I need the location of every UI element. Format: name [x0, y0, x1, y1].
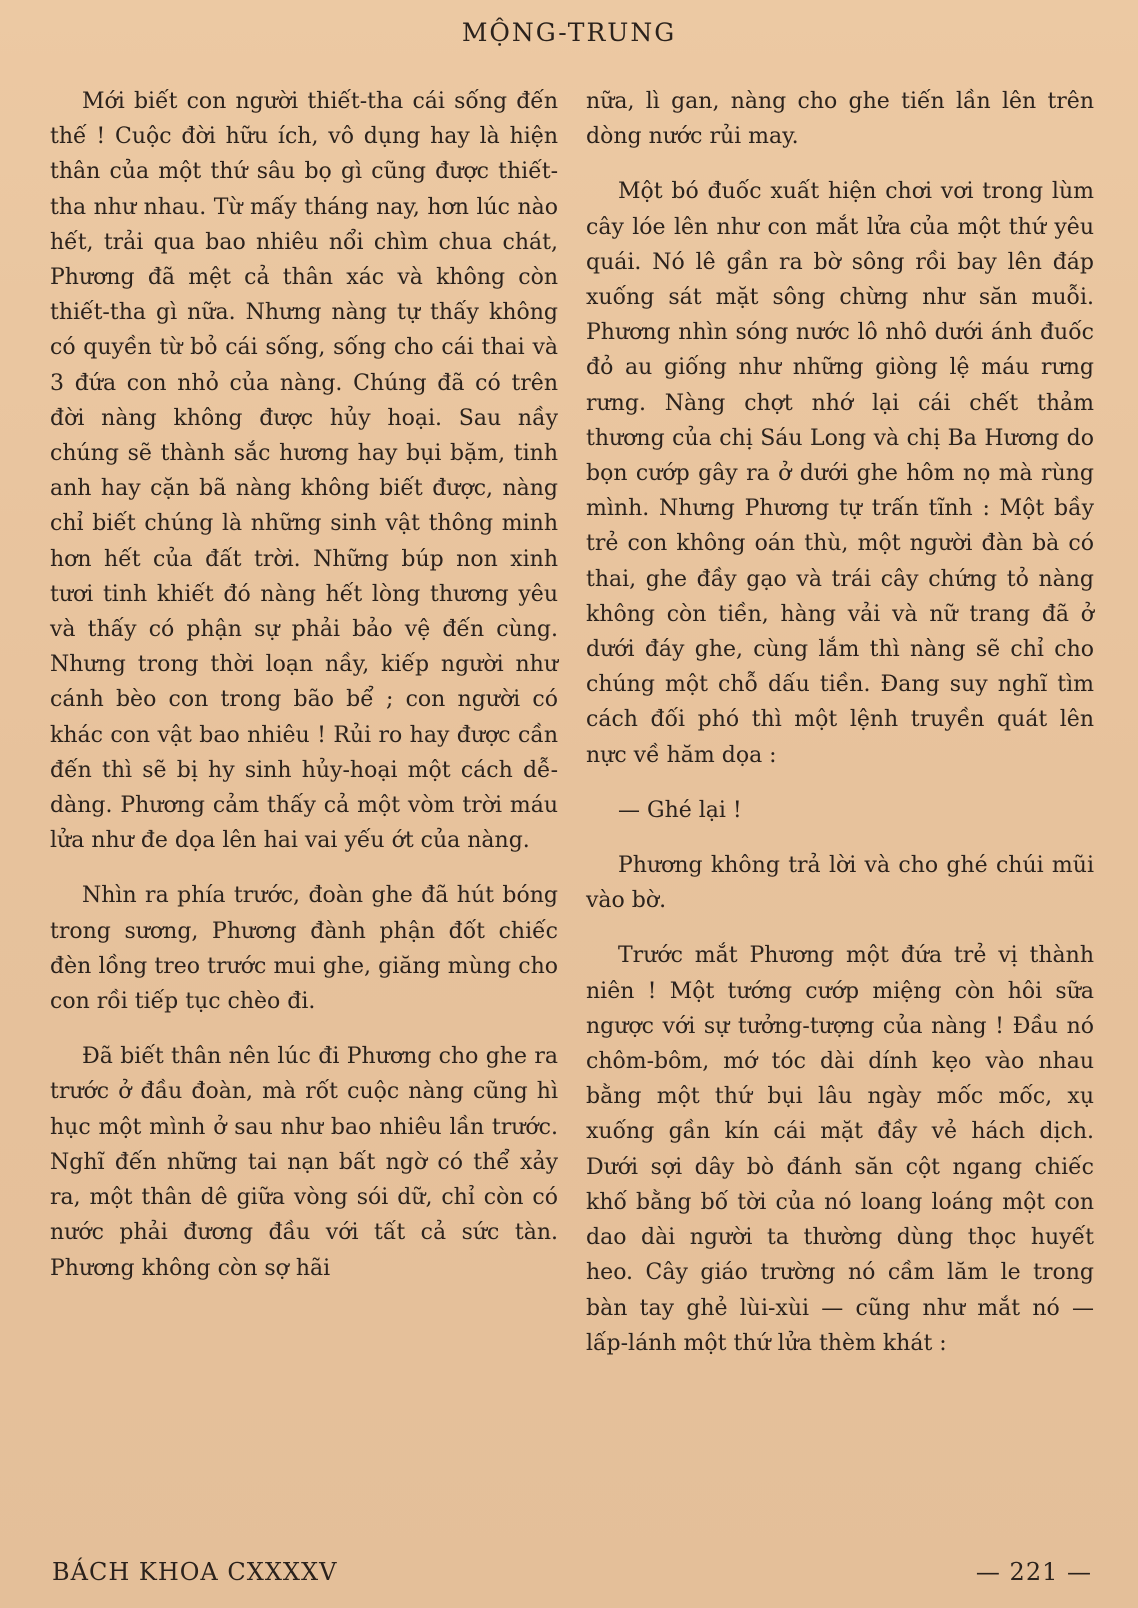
paragraph: Một bó đuốc xuất hiện chơi vơi trong lùm cây lóe lên như con mắt lửa của một thứ yêu quái. Nó lê gần ra bờ sông rồi bay lên đáp xuống sát mặt sông chừng như săn muỗi. Phương nhìn sóng nước lô nhô dưới ánh đuốc đỏ au giống như những giòng lệ máu rưng rưng. Nàng chợt nhớ lại cái chết thảm thương của chị Sáu Long và chị Ba Hương do bọn cướp gây ra ở dưới ghe hôm nọ mà rùng mình. Nhưng Phương tự trấn tĩnh : Một bầy trẻ con không oán thù, một người đàn bà có thai, ghe đầy gạo và trái cây chứng tỏ nàng không còn tiền, hàng vải và nữ trang đã ở dưới đáy ghe, cùng lắm thì nàng sẽ chỉ cho chúng một chỗ dấu tiền. Đang suy nghĩ tìm cách đối phó thì một lệnh truyền quát lên nực về hăm dọa : [586, 179, 1094, 768]
paragraph-continued: nữa, lì gan, nàng cho ghe tiến lần lên trên dòng nước rủi may. [586, 89, 1094, 150]
paragraph: Mới biết con người thiết-tha cái sống đến thế ! Cuộc đời hữu ích, vô dụng hay là hiện thân của một thứ sâu bọ gì cũng được thiết-tha như nhau. Từ mấy tháng nay, hơn lúc nào hết, trải qua bao nhiêu nổi chìm chua chát, Phương đã mệt cả thân xác và không còn thiết-tha gì nữa. Nhưng nàng tự thấy không có quyền từ bỏ cái sống, sống cho cái thai và 3 đứa con nhỏ của nàng. Chúng đã có trên đời nàng không được hủy hoại. Sau nầy chúng sẽ thành sắc hương hay bụi bặm, tinh anh hay cặn bã nàng không biết được, nàng chỉ biết chúng là những sinh vật thông minh hơn hết của đất trời. Những búp non xinh tươi tinh khiết đó nàng hết lòng thương yêu và thấy có phận sự phải bảo vệ đến cùng. Nhưng trong thời loạn nầy, kiếp người như cánh bèo con trong bão bể ; con người có khác con vật bao nhiêu ! Rủi ro hay được cần đến thì sẽ bị hy sinh hủy-hoại một cách dễ-dàng. Phương cảm thấy cả một vòm trời máu lửa như đe dọa lên hai vai yếu ớt của nàng. [50, 89, 558, 854]
paragraph: Trước mắt Phương một đứa trẻ vị thành niên ! Một tướng cướp miệng còn hôi sữa ngược với sự tưởng-tượng của nàng ! Đầu nó chôm-bôm, mớ tóc dài dính kẹo vào nhau bằng một thứ bụi lâu ngày mốc mốc, xụ xuống gần kín cái mặt đầy vẻ hách dịch. Dưới sợi dây bò đánh săn cột ngang chiếc khố bằng bố tời của nó loang loáng một con dao dài người ta thường dùng thọc huyết heo. Cây giáo trường nó cầm lăm le trong bàn tay ghẻ lùi-xùi — cũng như mắt nó — lấp-lánh một thứ lửa thèm khát : [586, 943, 1094, 1356]
page-number: — 221 — [975, 1558, 1092, 1586]
dialogue-line: — Ghé lại ! [618, 797, 742, 823]
paragraph: Nhìn ra phía trước, đoàn ghe đã hút bóng trong sương, Phương đành phận đốt chiếc đèn lồng treo trước mui ghe, giăng mùng cho con rồi tiếp tục chèo đi. [50, 883, 558, 1015]
right-column [586, 84, 1094, 1381]
paragraph: Phương không trả lời và cho ghé chúi mũi vào bờ. [586, 853, 1094, 914]
left-column [50, 84, 558, 1306]
running-head-title: MỘNG-TRUNG [461, 18, 677, 47]
journal-name: BÁCH KHOA CXXXXV [52, 1558, 338, 1586]
paragraph: Đã biết thân nên lúc đi Phương cho ghe ra trước ở đầu đoàn, mà rốt cuộc nàng cũng hì hục một mình ở sau như bao nhiêu lần trước. Nghĩ đến những tai nạn bất ngờ có thể xảy ra, một thân dê giữa vòng sói dữ, chỉ còn có nước phải đương đầu với tất cả sức tàn. Phương không còn sợ hãi [50, 1044, 558, 1281]
